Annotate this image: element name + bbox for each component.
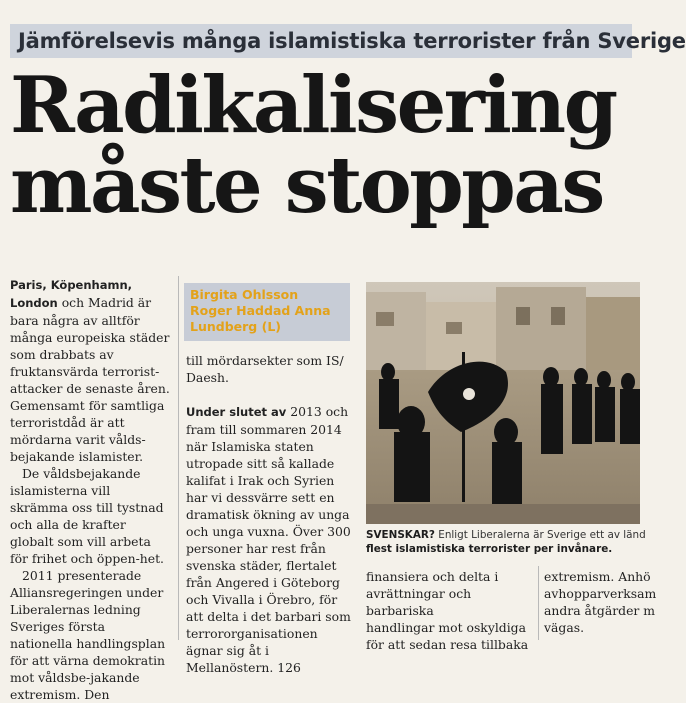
news-photo bbox=[366, 282, 640, 524]
column-3-line-4: för att sedan resa tillbaka bbox=[366, 637, 529, 652]
kicker-text: Jämförelsevis många islamistiska terrorister från Sverige bbox=[18, 29, 686, 53]
caption-text-2: flest islamistiska terrorister per invånare. bbox=[366, 543, 613, 555]
article-column-1 bbox=[10, 276, 170, 703]
article-column-2 bbox=[186, 352, 352, 676]
column-2-lead: Under slutet av bbox=[186, 405, 287, 419]
headline-line-1: Radikalisering bbox=[10, 60, 616, 151]
column-4-line-4: vägas. bbox=[544, 620, 585, 635]
byline-line-3: Lundberg (L) bbox=[190, 319, 281, 334]
caption-text-1: Enligt Liberalerna är Sverige ett av länd bbox=[438, 529, 646, 541]
byline-box bbox=[184, 283, 350, 341]
column-1-paragraph-1 bbox=[10, 276, 170, 465]
headline-line-2: måste stoppas bbox=[10, 140, 603, 231]
photo-illustration bbox=[366, 282, 640, 524]
headline bbox=[10, 60, 635, 231]
column-3-line-3: handlingar mot oskyldiga bbox=[366, 620, 526, 635]
column-1-text-1: och Madrid är bara några av alltför många europeiska städer som drabbats av fruktansvärda terrorist-attacker de senaste åren. Gemensamt för samtliga terroristdåd är att mördarna varit vålds-bejakande islamister. bbox=[10, 295, 170, 464]
caption-line-1 bbox=[366, 528, 646, 542]
column-2-paragraph-0: till mördarsekter som IS/ Daesh. bbox=[186, 353, 344, 385]
column-3-line-1: finansiera och delta i bbox=[366, 569, 499, 584]
caption-label: SVENSKAR? bbox=[366, 529, 435, 541]
column-divider-2 bbox=[538, 566, 539, 640]
byline-line-2: Roger Haddad Anna bbox=[190, 303, 331, 318]
column-4-line-3: andra åtgärder m bbox=[544, 603, 656, 618]
column-1-paragraph-3: 2011 presenterade Alliansregeringen under Liberalernas ledning Sveriges första nationella handlingsplan för att värna demokratin mot våldsbe-jakande extremism. Den bbox=[10, 568, 166, 702]
column-3-line-2: avrättningar och barbariska bbox=[366, 586, 472, 618]
column-1-paragraph-2: De våldsbejakande islamisterna vill skrämma oss till tystnad och alla de krafter globalt som vill arbeta för frihet och öppen-het. bbox=[10, 466, 164, 566]
byline-line-1: Birgita Ohlsson bbox=[190, 287, 299, 302]
article-column-4 bbox=[544, 568, 657, 636]
column-2-text: 2013 och fram till sommaren 2014 när Islamiska staten utropade sitt så kallade kalifat i Irak och Syrien har vi dessvärre sett en dramatisk ökning av unga och unga vuxna. Över 300 personer har rest från svenska städer, flertalet från Angered i Göteborg och Vivalla i Örebro, för att delta i det barbari som terrororganisationen ägnar sig åt i Mellanöstern. 126 bbox=[186, 404, 351, 675]
column-4-line-1: extremism. Anhö bbox=[544, 569, 651, 584]
column-1-lead: Paris, Köpenhamn, London bbox=[10, 278, 133, 310]
caption-line-2 bbox=[366, 542, 640, 556]
article-column-3 bbox=[366, 568, 534, 653]
photo-caption bbox=[366, 528, 646, 556]
kicker-banner bbox=[10, 24, 686, 58]
column-2-paragraph-1 bbox=[186, 403, 352, 676]
column-4-line-2: avhopparverksam bbox=[544, 586, 657, 601]
column-divider bbox=[178, 276, 179, 640]
